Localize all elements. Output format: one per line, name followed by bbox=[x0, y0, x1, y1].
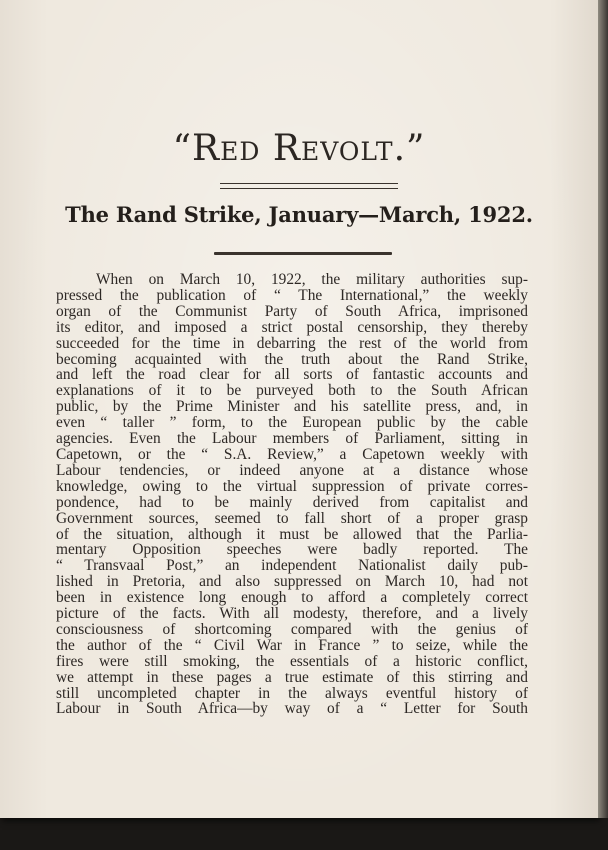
body-line: of the situation, although it must be allowed that the Parlia- bbox=[56, 525, 528, 543]
title-word-revolt-initial: R bbox=[272, 128, 301, 169]
body-line: fires were still smoking, the essentials of a historic conflict, bbox=[56, 652, 528, 670]
body-line: When on March 10, 1922, the military authorities sup- bbox=[96, 271, 528, 288]
document-title bbox=[0, 128, 598, 169]
body-line: becoming acquainted with the truth about the Rand Strike, bbox=[56, 350, 528, 368]
body-line: even “ taller ” form, to the European public by the cable bbox=[56, 414, 528, 432]
body-line: its editor, and imposed a strict postal censorship, they thereby bbox=[56, 318, 528, 336]
title-open-quote: “ bbox=[172, 128, 192, 169]
body-line: consciousness of shortcoming compared with the genius of bbox=[56, 620, 528, 638]
book-spine-edge bbox=[598, 0, 608, 818]
title-word-revolt bbox=[273, 128, 394, 169]
body-line: Labour in South Africa—by way of a “ Letter for South bbox=[56, 700, 528, 718]
title-word-red-rest: ed bbox=[220, 128, 261, 169]
body-line: explanations of it to be purveyed both to the South African bbox=[56, 382, 528, 400]
body-line: we attempt in these pages a true estimate of this stirring and bbox=[56, 668, 528, 686]
body-line: “ Transvaal Post,” an independent Nationalist daily pub- bbox=[56, 557, 528, 575]
body-line: the author of the “ Civil War in France ” to seize, while the bbox=[56, 636, 528, 654]
body-line: knowledge, owing to the virtual suppression of private corres- bbox=[56, 477, 528, 495]
body-line: still uncompleted chapter in the always eventful history of bbox=[56, 684, 528, 702]
title-word-red-initial: R bbox=[191, 128, 221, 169]
body-line: Labour tendencies, or indeed anyone at a distance whose bbox=[56, 461, 528, 479]
body-line: succeeded for the time in debarring the rest of the world from bbox=[56, 334, 528, 352]
body-line: pressed the publication of “ The International,” the weekly bbox=[56, 286, 528, 304]
body-paragraph bbox=[56, 272, 528, 717]
body-line: and left the road clear for all sorts of fantastic accounts and bbox=[56, 366, 528, 384]
body-line: agencies. Even the Labour members of Parliament, sitting in bbox=[56, 430, 528, 448]
title-close-quote: .” bbox=[393, 128, 426, 169]
body-line: pondence, had to be mainly derived from capitalist and bbox=[56, 493, 528, 511]
document-subtitle: The Rand Strike, January—March, 1922. bbox=[65, 202, 533, 227]
body-line: mentary Opposition speeches were badly reported. The bbox=[56, 541, 528, 559]
body-line: been in existence long enough to afford a completely correct bbox=[56, 589, 528, 607]
body-line: picture of the facts. With all modesty, therefore, and a lively bbox=[56, 605, 528, 623]
title-double-rule bbox=[220, 183, 398, 189]
subtitle-rule bbox=[214, 252, 392, 255]
body-line: Capetown, or the “ S.A. Review,” a Capetown weekly with bbox=[56, 445, 528, 463]
body-line: Government sources, seemed to fall short of a proper grasp bbox=[56, 509, 528, 527]
title-word-revolt-rest: evolt bbox=[300, 128, 394, 169]
body-line: public, by the Prime Minister and his satellite press, and, in bbox=[56, 398, 528, 416]
body-line: lished in Pretoria, and also suppressed on March 10, had not bbox=[56, 573, 528, 591]
title-word-red bbox=[192, 128, 260, 169]
body-line: organ of the Communist Party of South Africa, imprisoned bbox=[56, 302, 528, 320]
